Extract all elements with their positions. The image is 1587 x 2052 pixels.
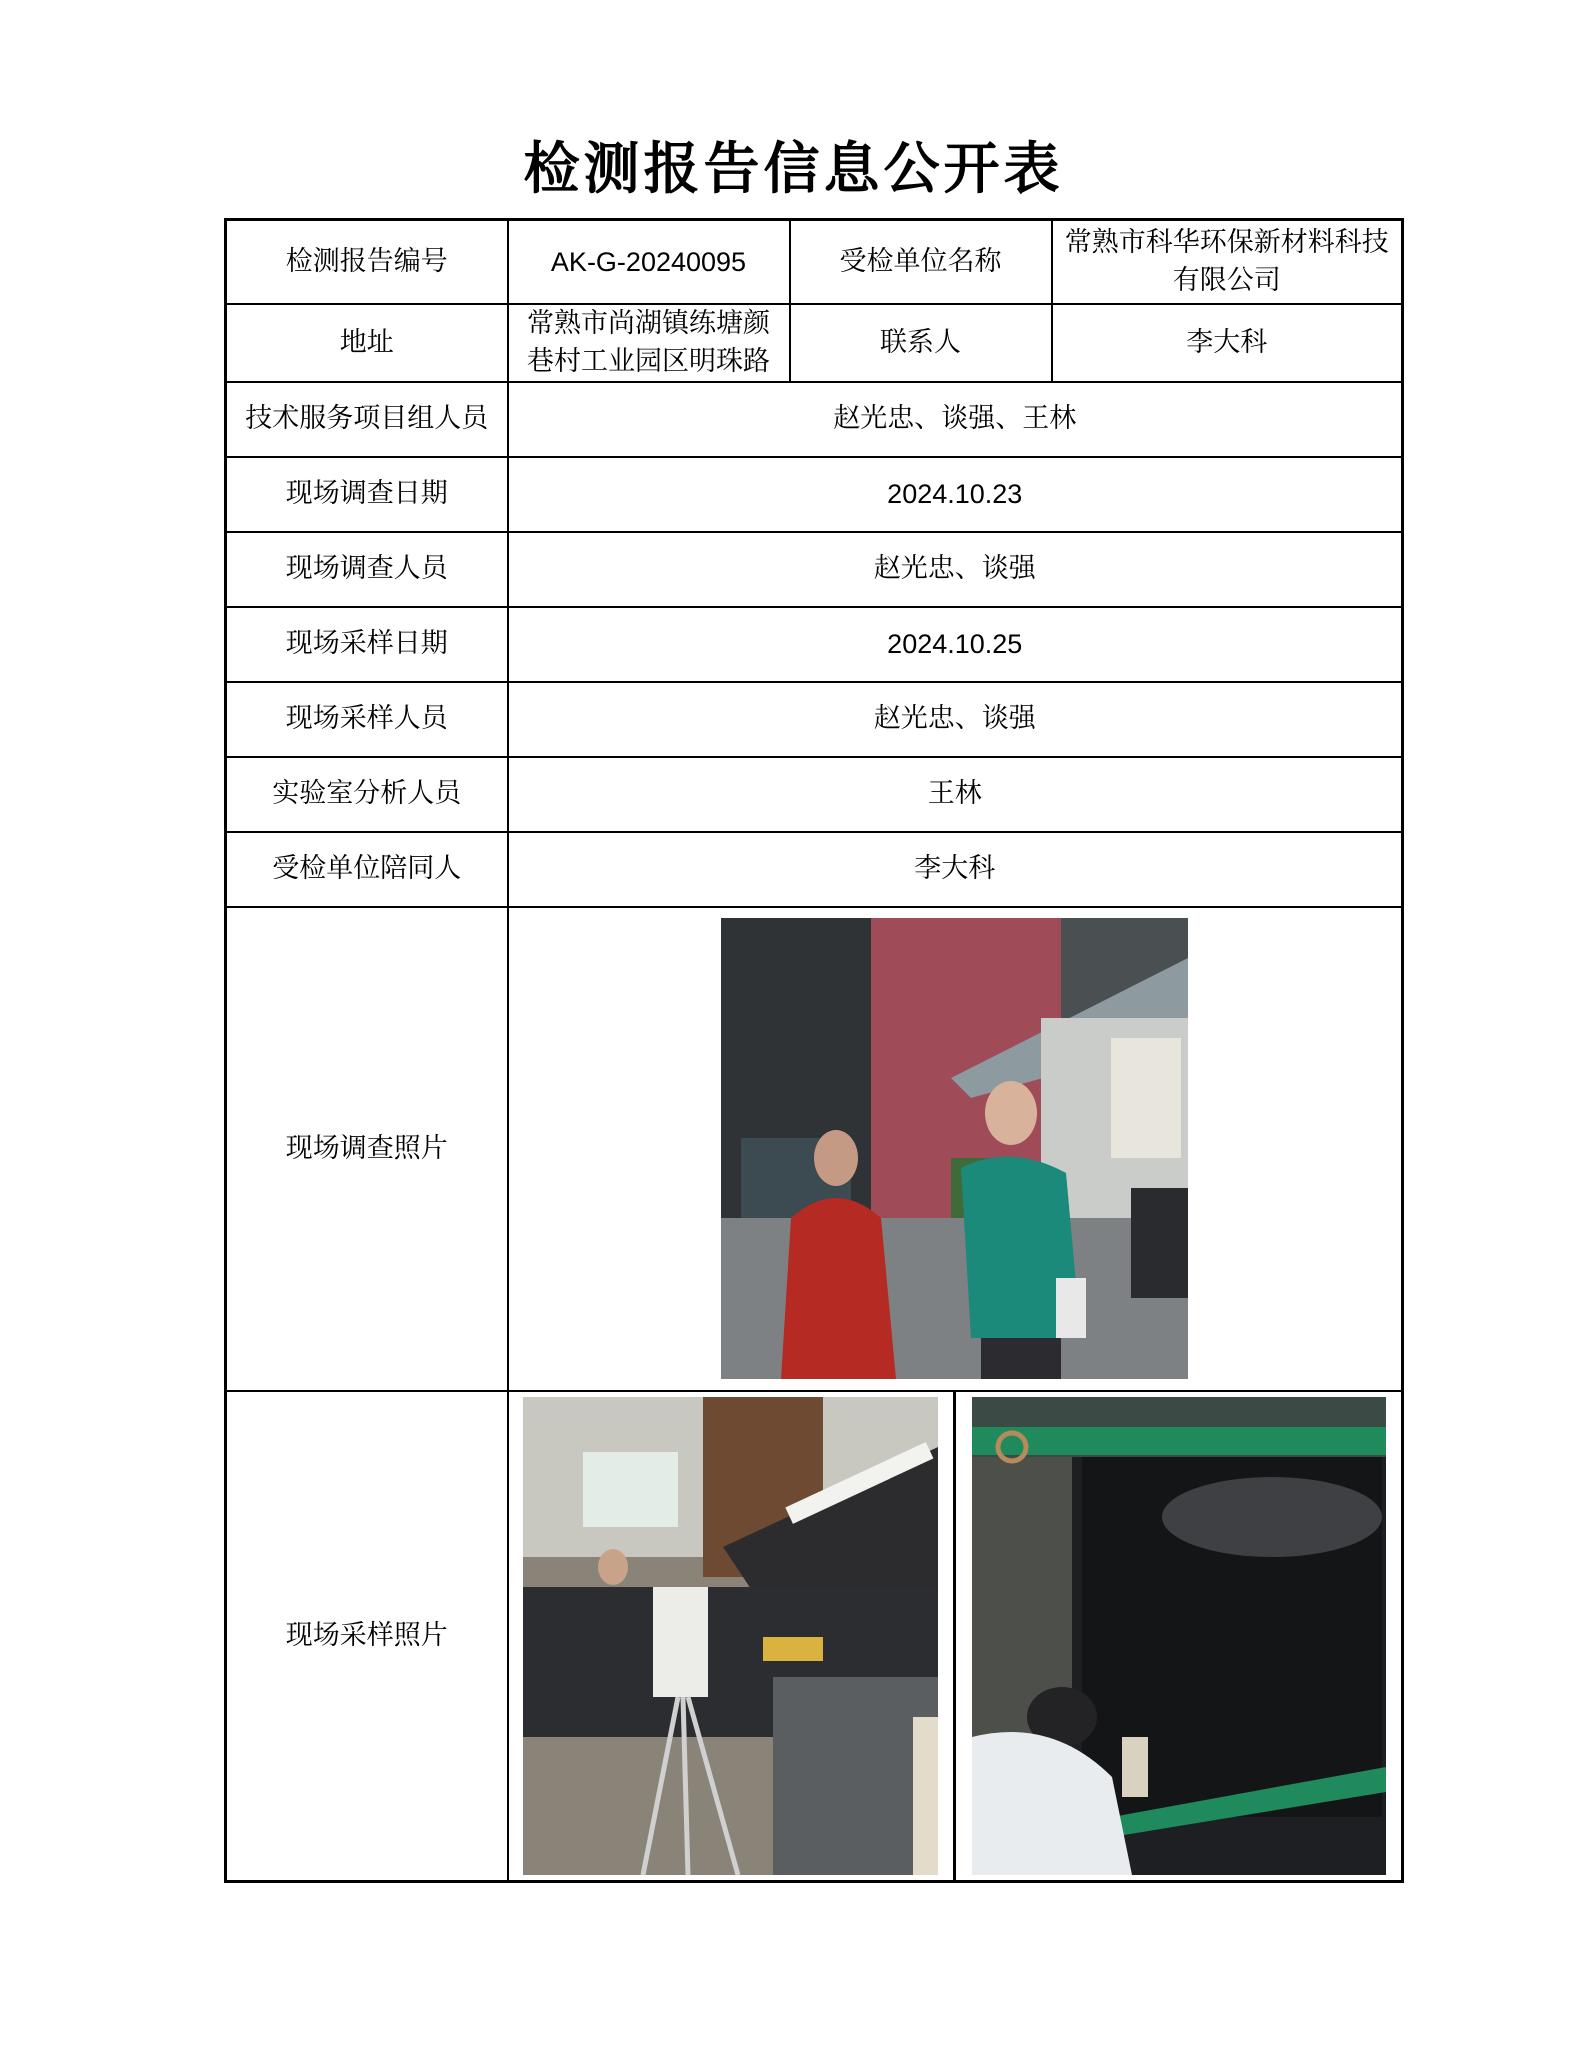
sample-photo-cell	[508, 1391, 1403, 1881]
table-row	[226, 220, 1403, 304]
lab-staff-value: 王林	[508, 757, 1403, 832]
inspected-unit-value: 常熟市科华环保新材料科技有限公司	[1052, 220, 1403, 304]
escort-label: 受检单位陪同人	[226, 832, 508, 907]
contact-value: 李大科	[1052, 304, 1403, 382]
survey-photo-cell	[508, 907, 1403, 1391]
survey-date-label: 现场调查日期	[226, 457, 508, 532]
table-row	[226, 304, 1403, 382]
sample-photo-left	[523, 1397, 938, 1875]
report-number-label: 检测报告编号	[226, 220, 508, 304]
report-number-value: AK-G-20240095	[508, 220, 790, 304]
survey-photo	[721, 918, 1188, 1379]
address-label: 地址	[226, 304, 508, 382]
sample-date-value: 2024.10.25	[508, 607, 1403, 682]
page-title: 检测报告信息公开表	[523, 137, 1064, 202]
address-value: 常熟市尚湖镇练塘颜巷村工业园区明珠路	[508, 304, 790, 382]
report-table	[224, 218, 1404, 1883]
survey-photo-label: 现场调查照片	[226, 907, 508, 1391]
survey-date-value: 2024.10.23	[508, 457, 1403, 532]
survey-staff-value: 赵光忠、谈强	[508, 532, 1403, 607]
table-row	[226, 532, 1403, 607]
team-label: 技术服务项目组人员	[226, 382, 508, 457]
survey-staff-label: 现场调查人员	[226, 532, 508, 607]
table-row	[226, 457, 1403, 532]
table-row	[226, 832, 1403, 907]
sample-date-label: 现场采样日期	[226, 607, 508, 682]
contact-label: 联系人	[790, 304, 1052, 382]
table-row	[226, 757, 1403, 832]
sample-photo-label: 现场采样照片	[226, 1391, 508, 1881]
sample-photo-right-panel	[956, 1392, 1401, 1880]
sample-staff-value: 赵光忠、谈强	[508, 682, 1403, 757]
team-value: 赵光忠、谈强、王林	[508, 382, 1403, 457]
escort-value: 李大科	[508, 832, 1403, 907]
table-row	[226, 907, 1403, 1391]
table-row	[226, 1391, 1403, 1881]
sample-photo-left-panel	[509, 1392, 957, 1880]
table-row	[226, 682, 1403, 757]
table-row	[226, 607, 1403, 682]
table-row	[226, 382, 1403, 457]
sample-photo-right	[972, 1397, 1386, 1875]
lab-staff-label: 实验室分析人员	[226, 757, 508, 832]
sample-staff-label: 现场采样人员	[226, 682, 508, 757]
inspected-unit-label: 受检单位名称	[790, 220, 1052, 304]
